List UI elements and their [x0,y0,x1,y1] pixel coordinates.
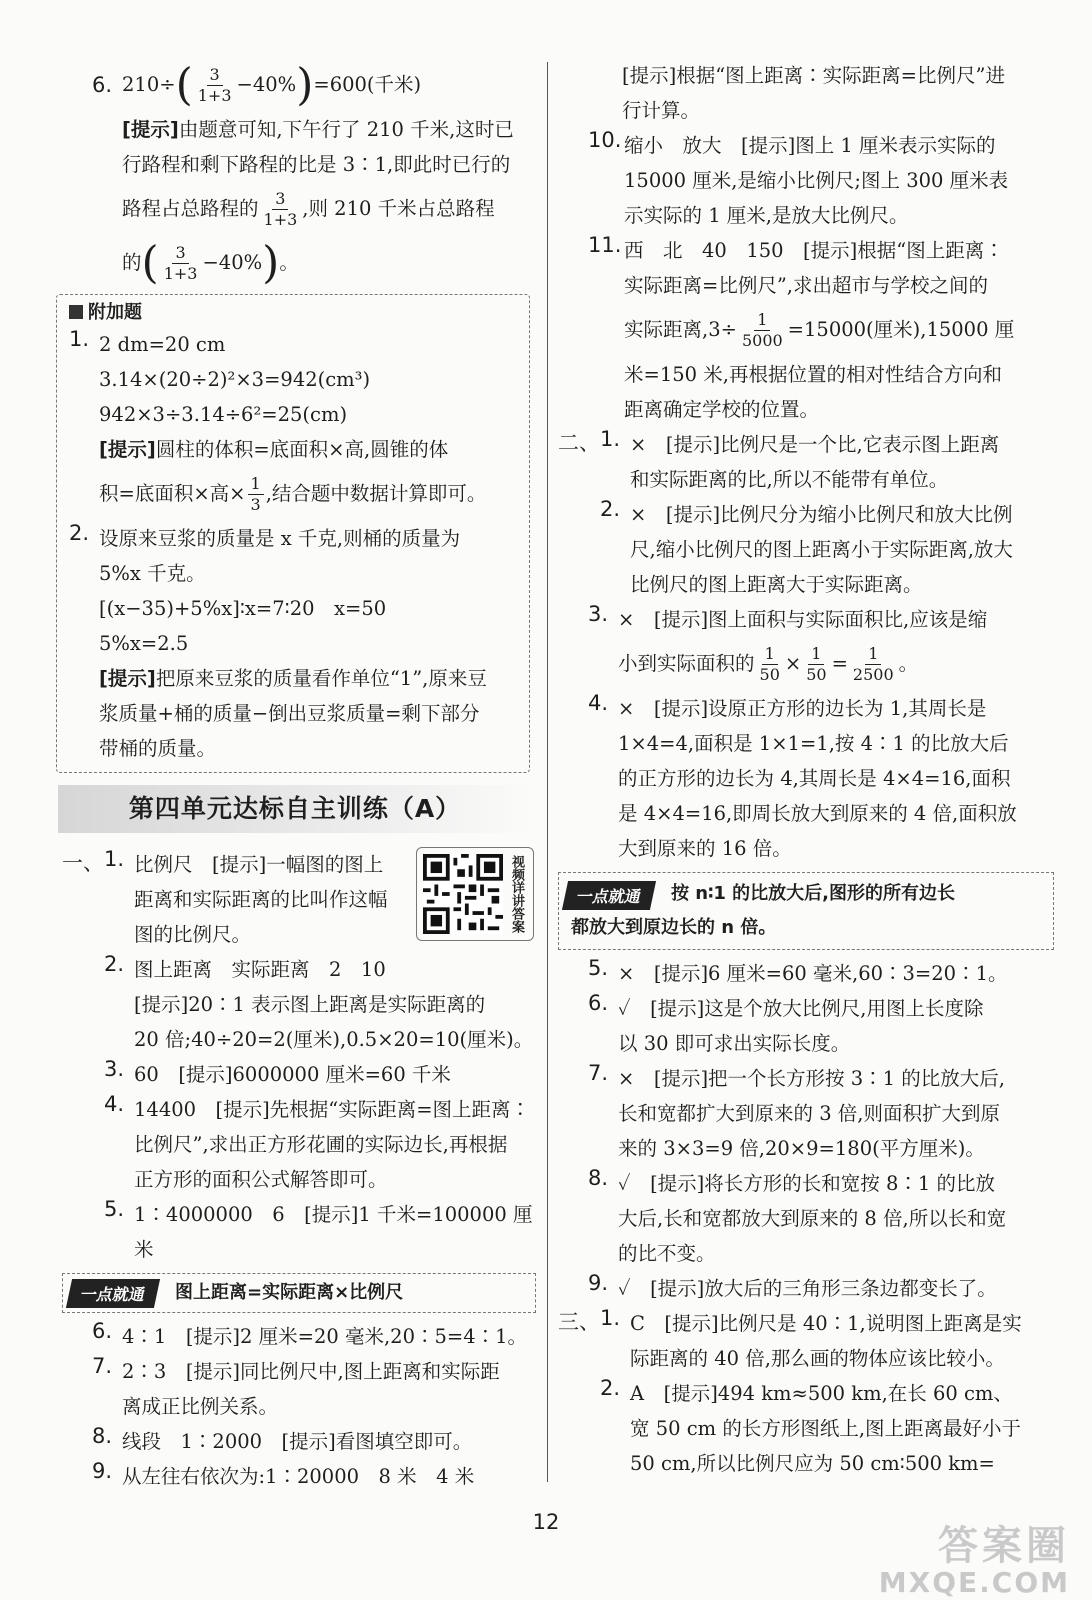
answer-line: 离成正比例关系。 [122,1395,279,1418]
answer-number: 3. [104,1057,125,1081]
answer-item [92,1424,536,1459]
answer-11: 11. 西 北 40 150 [提示]根据“图上距离∶ 实际距离=比例尺”,求出超市与学校之间的 实际距离,3÷ $\frac{1}{5000}$ =15000(厘米),15000 厘 米=150 米,再根据位置的相对性结合方向和 距离确定学校的位置。 [588,233,1015,421]
answer-line: 宽 50 cm 的长方形图纸上,图上距离最好小于 [630,1417,1022,1440]
qr-code-icon [423,854,503,934]
page-number: 12 [532,1510,560,1534]
answer-list-s1: 一、 1. 比例尺 [提示]一幅图的图上 距离和实际距离的比叫作这幅 图的比例尺。 2. 图上距离 实际距离 2 10 [提示]20∶1 表示图上距离是实际距离的 20 倍;40÷20=2(厘米),0.5×20=10(厘米)。 3. 60 [提示]6000000 厘米=60 千米 4. 14400 [提示]先根据“实际距离=图上距离∶ 比例尺”,求出正方形花圃的实际边长,再根据 正方形的面积公式解答即可。 5. 1∶4000000 6 [提示]1 千米=100000 厘米 [62,847,536,1267]
answer-item [104,1197,536,1267]
answer-line: A [提示]494 km≈500 km,在长 60 cm、 [630,1382,1013,1405]
answer-number: 6. [588,991,609,1015]
answer-s2-3: 3. × [提示]图上面积与实际面积比,应该是缩 小到实际面积的 $\frac{1}{50}$ × $\frac{1}{50}$ = $\frac{1}{2500}$ 。 [588,602,988,684]
answer-number: 8. [588,1166,609,1190]
answer-number: 1. [600,1306,621,1330]
answer-number: 9. [92,1459,113,1483]
square-bullet-icon [69,305,83,319]
left-column [62,58,536,1494]
answer-item [600,1376,1054,1481]
answer-line: 距离和实际距离的比叫作这幅 [134,888,388,911]
fraction: $\frac{1}{50}$ [806,644,827,684]
answer-item [104,952,536,1057]
answer-number: 2. [600,1376,621,1400]
answer-number: 4. [104,1092,125,1116]
answer-item [600,1306,1054,1376]
section-1 [62,847,536,1267]
fraction: $\frac{1}{2500}$ [852,644,894,684]
answer-line: 来的 3×3=9 倍,20×9=180(平方厘米)。 [618,1137,985,1160]
answer-line: 大后,长和宽都放大到原来的 8 倍,所以长和宽 [618,1207,1007,1230]
answer-item [104,1057,536,1092]
answer-number: 5. [588,956,609,980]
answer-list-s3: 三、 1. C [提示]比例尺是 40∶1,说明图上距离是实 际距离的 40 倍,那么画的物体应该比较小。 2. A [提示]494 km≈500 km,在长 60 cm、 宽 50 cm 的长方形图纸上,图上距离最好小于 50 cm,所以比例尺应为 50 cm∶500 km= [558,1306,1054,1481]
answer-line: 4∶1 [提示]2 厘米=20 毫米,20∶5=4∶1。 [122,1325,528,1348]
answer-6: 6. 210÷( $\frac{3}{1+3}$ −40%)=600(千米) [92,59,422,111]
column-divider [547,62,548,1482]
answer-number: 2. [600,497,621,521]
answer-line: × [提示]把一个长方形按 3∶1 的比放大后, [618,1067,1005,1090]
answer-line: ✓ [提示]这是个放大比例尺,用图上长度除 [618,997,984,1020]
right-column [558,58,1054,1481]
fraction: $\frac{3}{1+3}$ [197,65,232,105]
answer-item [92,1354,536,1424]
unit-title-banner: 第四单元达标自主训练（A） [58,785,532,833]
answer-list-s1b [62,1319,536,1494]
answer-line: 比例尺 [提示]一幅图的图上 [134,853,384,876]
answer-item [600,497,1054,602]
answer-line: [提示]20∶1 表示图上距离是实际距离的 [134,993,486,1016]
answer-number: 9. [588,1271,609,1295]
fraction: $\frac{1}{50}$ [759,644,780,684]
answer-number: 1. [600,427,621,451]
answer-list-s2: 二、 1. × [提示]比例尺是一个比,它表示图上距离 和实际距离的比,所以不能带有单位。 2. × [提示]比例尺分为缩小比例尺和放大比例 尺,缩小比例尺的图上距离小于实际距离,放大 比例尺的图上距离大于实际距离。 [558,427,1054,602]
extra-answer-2: 2. 设原来豆浆的质量是 x 千克,则桶的质量为 5%x 千克。 [(x−35)+5%x]∶x=7∶20 x=50 5%x=2.5 [提示]把原来豆浆的质量看作单位“1”,原来豆 浆质量+桶的质量−倒出豆浆质量=剩下部分 带桶的质量。 [69,521,487,760]
answer-number: 5. [104,1197,125,1221]
answer-line: 比例尺”,求出正方形花圃的实际边长,再根据 [134,1133,508,1156]
answer-line: 的比不变。 [618,1242,716,1265]
continued-text: [提示]根据“图上距离∶实际距离=比例尺”进 行计算。 [622,64,1005,122]
answer-line: 长和宽都扩大到原来的 3 倍,则面积扩大到原 [618,1102,1001,1125]
answer-number: 8. [92,1424,113,1448]
answer-line: 正方形的面积公式解答即可。 [134,1168,388,1191]
answer-line: 线段 1∶2000 [提示]看图填空即可。 [122,1430,473,1453]
fraction: $\frac{3}{1+3}$ [263,189,298,229]
fraction: $\frac{3}{1+3}$ [163,243,198,283]
answer-line: 14400 [提示]先根据“实际距离=图上距离∶ [134,1098,531,1121]
tip-box-right: 一点就通 按 n∶1 的比放大后,图形的所有边长 都放大到原边长的 n 倍。 [558,872,1054,950]
answer-item [588,1166,1054,1271]
answer-number: 2. [104,952,125,976]
answer-line: ✓ [提示]将长方形的长和宽按 8∶1 的比放 [618,1172,996,1195]
answer-item [588,956,1054,991]
answer-line: ✓ [提示]放大后的三角形三条边都变长了。 [618,1277,997,1300]
answer-line: × [提示]比例尺分为缩小比例尺和放大比例 [630,503,1013,526]
answer-line: × [提示]比例尺是一个比,它表示图上距离 [630,433,1000,456]
answer-line: 图上距离 实际距离 2 10 [134,958,386,981]
answer-item [104,1092,536,1197]
answer-line: 从左往右依次为:1∶20000 8 米 4 米 [122,1465,475,1488]
answer-line: 尺,缩小比例尺的图上距离小于实际距离,放大 [630,538,1013,561]
qr-code-box[interactable]: 视频详讲答案 [416,847,534,941]
answer-line: 20 倍;40÷20=2(厘米),0.5×20=10(厘米)。 [134,1028,534,1051]
answer-item [600,427,1054,497]
answer-number: 7. [588,1061,609,1085]
answer-line: 比例尺的图上距离大于实际距离。 [630,573,923,596]
answer-6-tip: [提示]由题意可知,下午行了 210 千米,这时已 行路程和剩下路程的比是 3∶1,即此时已行的 路程占总路程的 $\frac{3}{1+3}$ ,则 210 千米占总路程 的( $\frac{3}{1+3}$ −40%)。 [122,118,514,289]
answer-line: 图的比例尺。 [134,923,252,946]
watermark: 答案圈 MXQE.COM [878,1523,1070,1599]
answer-line: C [提示]比例尺是 40∶1,说明图上距离是实 [630,1312,1022,1335]
answer-line: 以 30 即可求出实际长度。 [618,1032,851,1055]
answer-number: 1. [104,847,125,871]
answer-line: 和实际距离的比,所以不能带有单位。 [630,468,949,491]
tip-box: 一点就通 图上距离=实际距离×比例尺 [62,1273,536,1313]
answer-item [92,1459,536,1494]
fraction: $\frac{1}{3}$ [248,474,264,515]
answer-number: 6. [92,1319,113,1343]
answer-s2-4: 4. × [提示]设原正方形的边长为 1,其周长是 1×4=4,面积是 1×1=1,按 4∶1 的比放大后 的正方形的边长为 4,其周长是 4×4=16,面积 是 4×4=16,即周长放大到原来的 4 倍,面积放 大到原来的 16 倍。 [588,691,1017,860]
answer-item [588,1061,1054,1166]
answer-line: 50 cm,所以比例尺应为 50 cm∶500 km= [630,1452,995,1475]
answer-line: 2∶3 [提示]同比例尺中,图上距离和实际距 [122,1360,500,1383]
answer-item [588,1271,1054,1306]
answer-item [588,991,1054,1061]
extra-answer-1: 1. 2 dm=20 cm 3.14×(20÷2)²×3=942(cm³) 942×3÷3.14÷6²=25(cm) [提示]圆柱的体积=底面积×高,圆锥的体 积=底面积×高× $\frac{1}{3}$ ,结合题中数据计算即可。 [69,327,487,514]
answer-line: 1∶4000000 6 [提示]1 千米=100000 厘米 [134,1203,533,1261]
extra-questions-box [56,294,530,773]
answer-line: 60 [提示]6000000 厘米=60 千米 [134,1063,451,1086]
answer-item [92,1319,536,1354]
extra-questions-title: 附加题 [69,299,519,327]
answer-number: 7. [92,1354,113,1378]
fraction: $\frac{1}{5000}$ [741,310,783,350]
answer-10: 10. 缩小 放大 [提示]图上 1 厘米表示实际的 15000 厘米,是缩小比例尺;图上 300 厘米表 示实际的 1 厘米,是放大比例尺。 [588,128,1009,227]
answer-list-s2b [558,956,1054,1306]
answer-line: × [提示]6 厘米=60 毫米,60∶3=20∶1。 [618,962,1008,985]
answer-line: 际距离的 40 倍,那么画的物体应该比较小。 [630,1347,1005,1370]
